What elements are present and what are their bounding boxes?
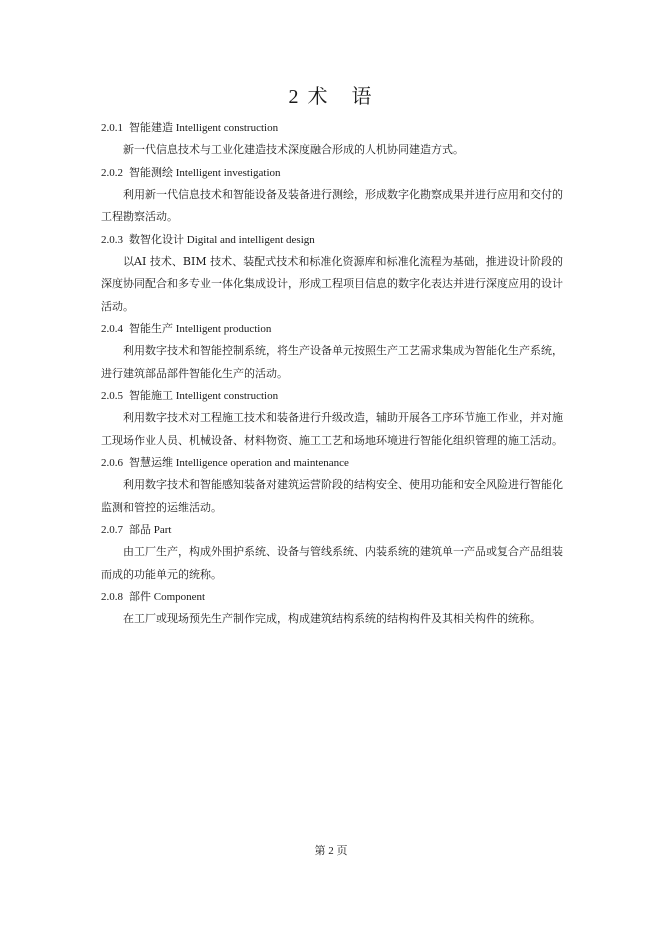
- term-heading: [101, 385, 563, 407]
- term-definition: 利用新一代信息技术和智能设备及装备进行测绘，形成数字化勘察成果并进行应用和交付的工程勘察活动。: [101, 187, 563, 223]
- term-number: 2.0.2: [101, 166, 123, 179]
- term-heading: [101, 162, 563, 184]
- term-number: 2.0.8: [101, 591, 123, 603]
- term-definition: 由工厂生产，构成外围护系统、设备与管线系统、内装系统的建筑单一产品或复合产品组装而成的功能单元的统称。: [101, 545, 563, 581]
- term-entry: [101, 117, 563, 162]
- term-name: 部件 Component: [129, 591, 206, 603]
- page-title: 2 术 语: [288, 86, 374, 108]
- term-entry: [101, 385, 563, 452]
- term-definition: 利用数字技术和智能感知装备对建筑运营阶段的结构安全、使用功能和安全风险进行智能化监测和管控的运维活动。: [101, 478, 563, 514]
- term-name: 智能生产 Intelligent production: [129, 323, 272, 335]
- term-heading: [101, 452, 563, 474]
- term-number: 2.0.6: [101, 457, 123, 469]
- term-number: 2.0.7: [101, 524, 123, 536]
- term-number: 2.0.3: [101, 233, 123, 246]
- term-entry: [101, 229, 563, 319]
- term-number: 2.0.5: [101, 390, 123, 402]
- term-name: 数智化设计 Digital and intelligent design: [129, 233, 315, 246]
- terms-section: [101, 117, 563, 631]
- term-definition: 新一代信息技术与工业化建造技术深度融合形成的人机协同建造方式。: [123, 143, 464, 156]
- term-name: 智慧运维 Intelligence operation and maintenance: [129, 457, 349, 469]
- term-entry: [101, 318, 563, 385]
- term-heading: [101, 519, 563, 541]
- term-definition: 利用数字技术和智能控制系统，将生产设备单元按照生产工艺需求集成为智能化生产系统，进行建筑部品部件智能化生产的活动。: [101, 344, 563, 380]
- term-name: 智能测绘 Intelligent investigation: [129, 166, 281, 179]
- term-definition: 利用数字技术对工程施工技术和装备进行升级改造，辅助开展各工序环节施工作业，并对施工现场作业人员、机械设备、材料物资、施工工艺和场地环境进行智能化组织管理的施工活动。: [101, 411, 563, 447]
- term-entry: [101, 519, 563, 586]
- page-number: 第 2 页: [314, 845, 348, 857]
- term-heading: [101, 229, 563, 251]
- term-name: 智能建造 Intelligent construction: [129, 122, 279, 134]
- term-heading: [101, 318, 563, 340]
- term-heading: [101, 586, 563, 608]
- term-heading: [101, 117, 563, 139]
- term-definition: 在工厂或现场预先生产制作完成，构成建筑结构系统的结构构件及其相关构件的统称。: [123, 612, 541, 625]
- term-definition: 以AI 技术、BIM 技术、装配式技术和标准化资源库和标准化流程为基础，推进设计阶段的深度协同配合和多专业一体化集成设计，形成工程项目信息的数字化表达并进行深度应用的设计活动。: [101, 254, 563, 313]
- term-name: 智能施工 Intelligent construction: [129, 390, 279, 402]
- term-entry: [101, 586, 563, 631]
- term-number: 2.0.4: [101, 323, 123, 335]
- term-entry: [101, 162, 563, 229]
- term-entry: [101, 452, 563, 519]
- term-number: 2.0.1: [101, 122, 123, 134]
- term-name: 部品 Part: [129, 524, 172, 536]
